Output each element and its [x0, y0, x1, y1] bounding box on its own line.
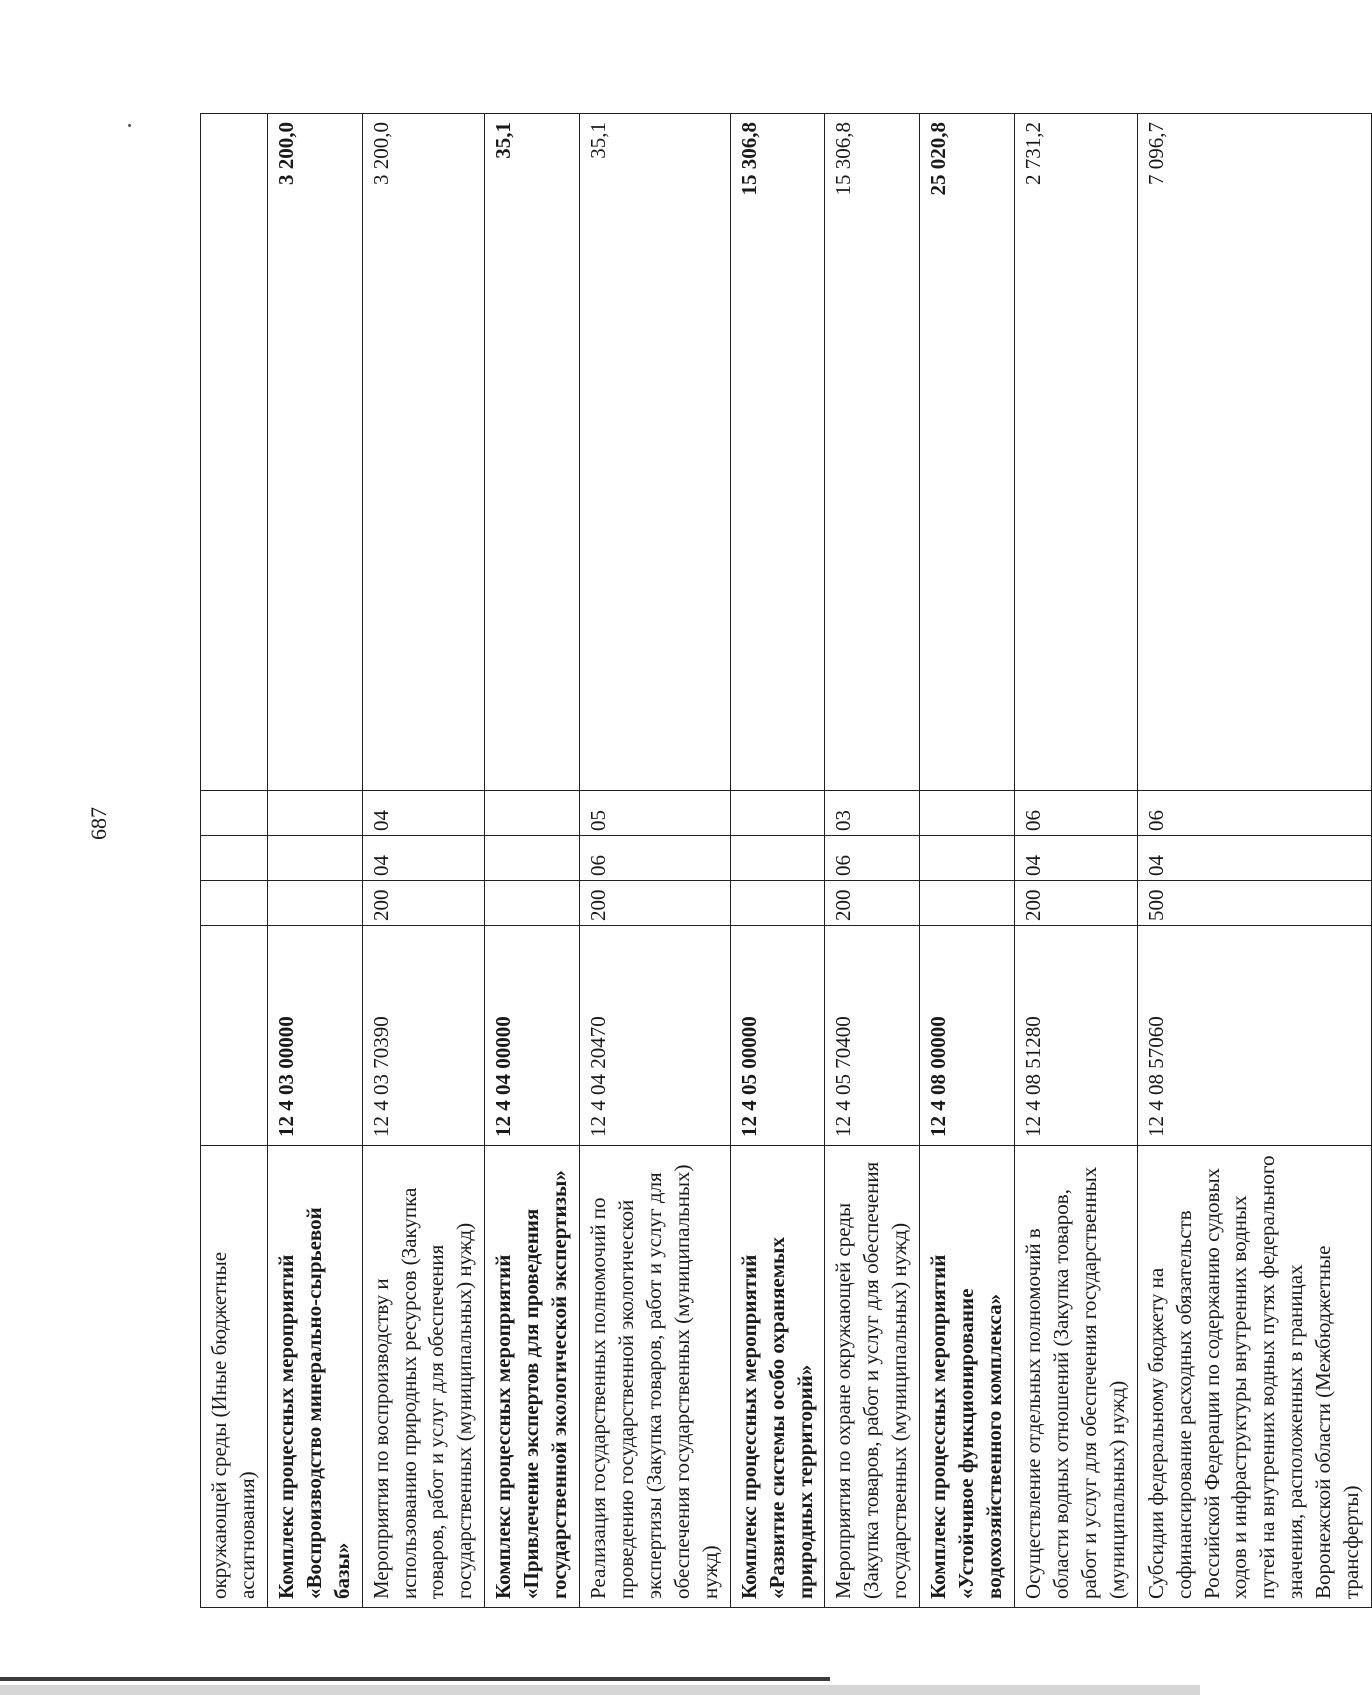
rotated-table-container	[200, 113, 1364, 1608]
budget-table-body	[201, 114, 1372, 1608]
amount-cell: 2 731,2	[1014, 114, 1137, 791]
table-row	[580, 114, 731, 1608]
row-name-cell: Мероприятия по воспроизводству и использованию природных ресурсов (Закупка товаров, работ и услуг для обеспечения государственных (муниципальных) нужд)	[362, 1146, 485, 1608]
expense-type-cell: 200	[362, 881, 485, 926]
subsection-cell: 06	[1014, 791, 1137, 836]
target-article-cell: 12 4 03 70390	[362, 926, 485, 1146]
budget-table	[200, 113, 1372, 1608]
section-cell: 06	[825, 836, 920, 881]
subsection-cell: 05	[580, 791, 731, 836]
section-cell	[730, 836, 825, 881]
expense-type-cell	[485, 881, 580, 926]
expense-type-cell	[267, 881, 362, 926]
subsection-cell	[730, 791, 825, 836]
section-cell: 04	[1014, 836, 1137, 881]
target-article-cell: 12 4 05 00000	[730, 926, 825, 1146]
expense-type-cell	[730, 881, 825, 926]
target-article-cell: 12 4 08 00000	[920, 926, 1015, 1146]
section-cell	[267, 836, 362, 881]
target-article-cell: 12 4 05 70400	[825, 926, 920, 1146]
scan-edge	[0, 1685, 1200, 1695]
amount-cell: 15 306,8	[825, 114, 920, 791]
expense-type-cell: 500	[1137, 881, 1371, 926]
section-cell: 04	[1137, 836, 1371, 881]
target-article-cell: 12 4 04 20470	[580, 926, 731, 1146]
section-cell	[485, 836, 580, 881]
table-row	[1014, 114, 1137, 1608]
scan-speck	[128, 124, 131, 127]
subsection-cell	[201, 791, 268, 836]
amount-cell: 15 306,8	[730, 114, 825, 791]
expense-type-cell: 200	[580, 881, 731, 926]
target-article-cell: 12 4 08 57060	[1137, 926, 1371, 1146]
row-name-cell: окружающей среды (Иные бюджетные ассигнования)	[201, 1146, 268, 1608]
row-name-cell: Субсидии федеральному бюджету на софинансирование расходных обязательств Российской Федерации по содержанию судовых ходов и инфраструктуры внутренних водных путей на внутренних водных путях федерального значения, расположенных в границах Воронежской области (Межбюджетные трансферты)	[1137, 1146, 1371, 1608]
expense-type-cell: 200	[825, 881, 920, 926]
table-row	[730, 114, 825, 1608]
amount-cell: 7 096,7	[1137, 114, 1371, 791]
table-row	[920, 114, 1015, 1608]
row-name-cell: Комплекс процессных мероприятий «Привлечение экспертов для проведения государственной экологической экспертизы»	[485, 1146, 580, 1608]
amount-cell: 25 020,8	[920, 114, 1015, 791]
table-row	[1137, 114, 1371, 1608]
amount-cell: 3 200,0	[362, 114, 485, 791]
row-name-cell: Комплекс процессных мероприятий «Устойчивое функционирование водохозяйственного комплекса»	[920, 1146, 1015, 1608]
amount-cell: 35,1	[580, 114, 731, 791]
row-name-cell: Комплекс процессных мероприятий «Воспроизводство минерально-сырьевой базы»	[267, 1146, 362, 1608]
scan-line	[0, 1677, 830, 1681]
target-article-cell: 12 4 04 00000	[485, 926, 580, 1146]
subsection-cell: 06	[1137, 791, 1371, 836]
subsection-cell	[267, 791, 362, 836]
subsection-cell: 03	[825, 791, 920, 836]
table-row	[267, 114, 362, 1608]
amount-cell	[201, 114, 268, 791]
section-cell	[201, 836, 268, 881]
target-article-cell: 12 4 03 00000	[267, 926, 362, 1146]
expense-type-cell: 200	[1014, 881, 1137, 926]
section-cell: 06	[580, 836, 731, 881]
section-cell	[920, 836, 1015, 881]
row-name-cell: Осуществление отдельных полномочий в области водных отношений (Закупка товаров, работ и услуг для обеспечения государственных (муниципальных) нужд)	[1014, 1146, 1137, 1608]
table-row	[362, 114, 485, 1608]
table-row	[825, 114, 920, 1608]
subsection-cell: 04	[362, 791, 485, 836]
row-name-cell: Реализация государственных полномочий по проведению государственной экологической экспертизы (Закупка товаров, работ и услуг для обеспечения государственных (муниципальных) нужд)	[580, 1146, 731, 1608]
subsection-cell	[920, 791, 1015, 836]
target-article-cell: 12 4 08 51280	[1014, 926, 1137, 1146]
section-cell: 04	[362, 836, 485, 881]
expense-type-cell	[920, 881, 1015, 926]
table-row	[201, 114, 268, 1608]
row-name-cell: Комплекс процессных мероприятий «Развитие системы особо охраняемых природных территорий»	[730, 1146, 825, 1608]
amount-cell: 35,1	[485, 114, 580, 791]
row-name-cell: Мероприятия по охране окружающей среды (Закупка товаров, работ и услуг для обеспечения государственных (муниципальных) нужд)	[825, 1146, 920, 1608]
expense-type-cell	[201, 881, 268, 926]
target-article-cell	[201, 926, 268, 1146]
page-number: 687	[86, 807, 111, 840]
amount-cell: 3 200,0	[267, 114, 362, 791]
subsection-cell	[485, 791, 580, 836]
table-row	[485, 114, 580, 1608]
